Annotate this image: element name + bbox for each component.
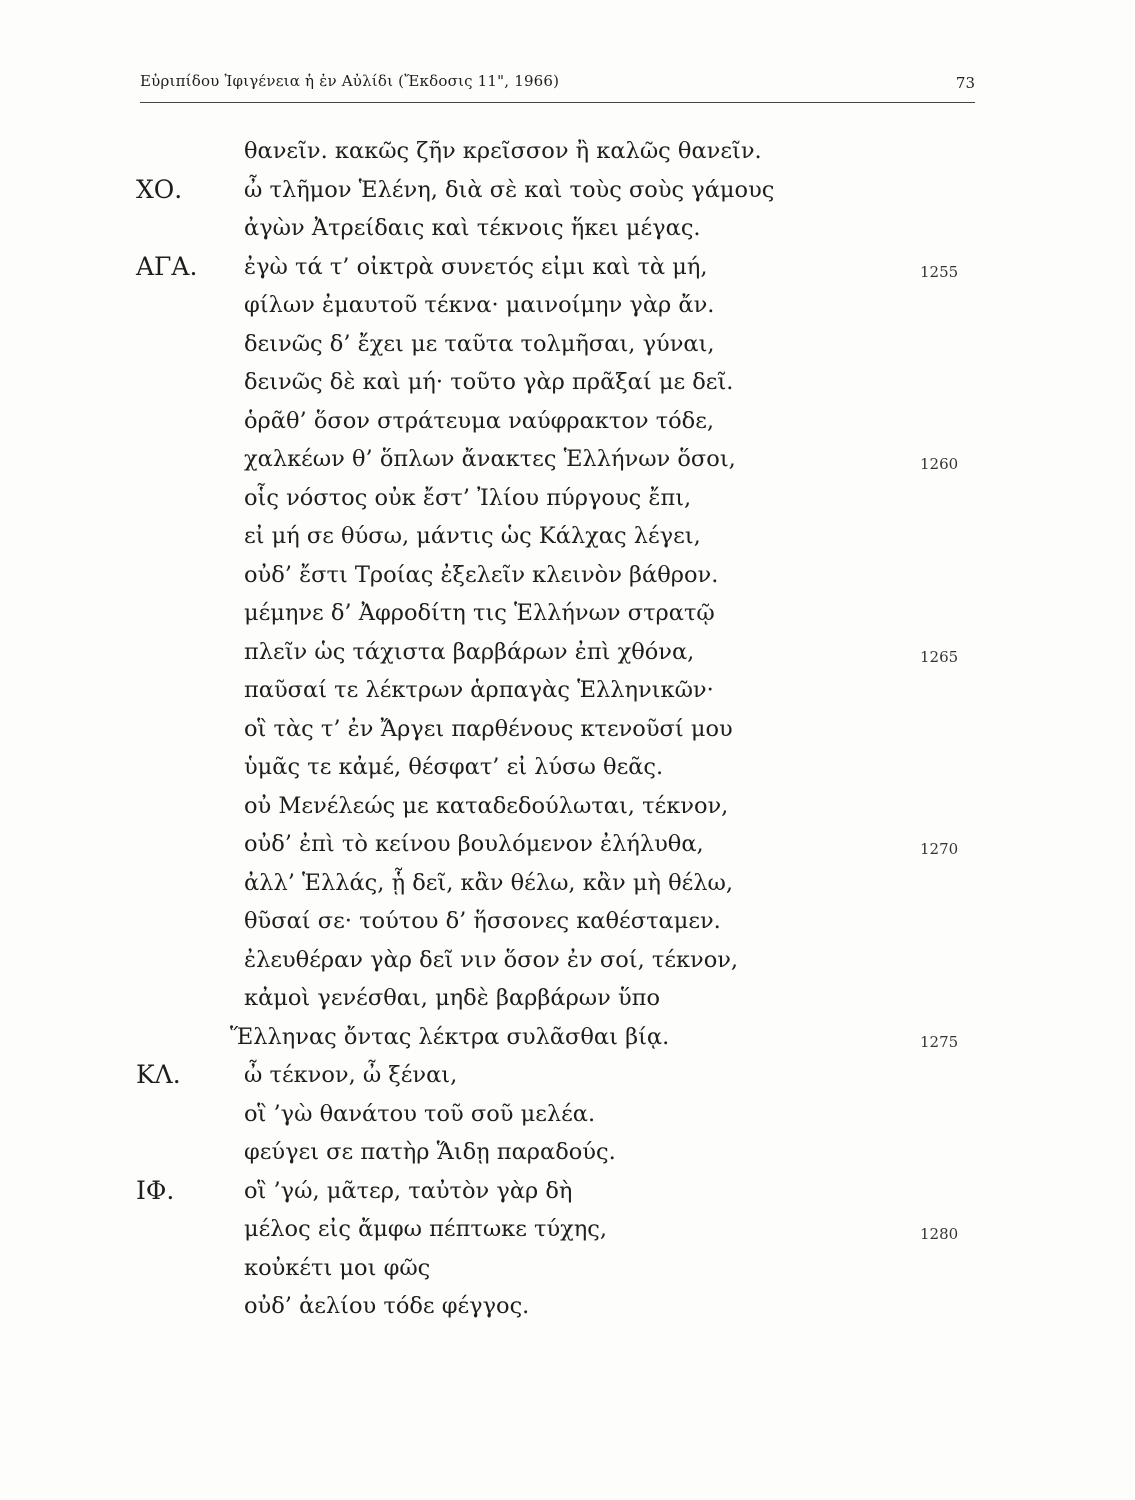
- verse-text: φίλων ἐμαυτοῦ τέκνα· μαινοίμην γὰρ ἄν.: [244, 292, 715, 318]
- verse-line: [0, 363, 1135, 402]
- verse-text: ἀλλ’ Ἑλλάς, ᾗ δεῖ, κἂν θέλω, κἂν μὴ θέλω,: [244, 869, 734, 896]
- verse-line: [0, 864, 1135, 903]
- verse-text: οὐδ’ ἐπὶ τὸ κείνου βουλόμενον ἐλήλυθα,: [244, 831, 704, 857]
- verse-line: [0, 710, 1135, 749]
- verse-line: [0, 671, 1135, 710]
- verse-text: μέλος εἰς ἄμφω πέπτωκε τύχης,: [244, 1216, 608, 1242]
- verse-block: [0, 132, 1135, 1326]
- verse-line: [0, 248, 1135, 287]
- verse-text: ἐλευθέραν γὰρ δεῖ νιν ὅσον ἐν σοί, τέκνον,: [244, 946, 739, 973]
- verse-text: οἳ τὰς τ’ ἐν Ἄργει παρθένους κτενοῦσί μου: [244, 715, 733, 742]
- verse-text: ἐγὼ τά τ’ οἰκτρὰ συνετός εἰμι καὶ τὰ μή,: [244, 253, 708, 280]
- verse-text: παῦσαί τε λέκτρων ἁρπαγὰς Ἑλληνικῶν·: [244, 677, 714, 703]
- verse-text: θῦσαί σε· τούτου δ’ ἥσσονες καθέσταμεν.: [244, 908, 721, 934]
- line-number: 1265: [920, 647, 959, 666]
- verse-line: [0, 787, 1135, 826]
- verse-text: οὐδ’ ἀελίου τόδε φέγγος.: [244, 1293, 530, 1319]
- verse-line: [0, 517, 1135, 556]
- verse-text: δεινῶς δὲ καὶ μή· τοῦτο γὰρ πρᾶξαί με δεῖ.: [244, 369, 734, 395]
- verse-line: [0, 286, 1135, 325]
- verse-line: [0, 633, 1135, 672]
- verse-text: ὑμᾶς τε κἀμέ, θέσφατ’ εἰ λύσω θεᾶς.: [244, 754, 664, 780]
- verse-text: ὁρᾶθ’ ὅσον στράτευμα ναύφρακτον τόδε,: [244, 407, 715, 434]
- verse-text: οἳ ’γώ, μᾶτερ, ταὐτὸν γὰρ δὴ: [244, 1177, 573, 1204]
- verse-line: [0, 325, 1135, 364]
- running-header: [140, 68, 975, 104]
- verse-line: [0, 748, 1135, 787]
- verse-text: οἷς νόστος οὐκ ἔστ’ Ἰλίου πύργους ἔπι,: [244, 484, 692, 511]
- verse-line: [0, 1056, 1135, 1095]
- verse-text: οὐδ’ ἔστι Τροίας ἐξελεῖν κλεινὸν βάθρον.: [244, 561, 719, 588]
- line-number: 1275: [920, 1032, 959, 1051]
- verse-text: ὦ τλῆμον Ἑλένη, διὰ σὲ καὶ τοὺς σοὺς γάμους: [244, 176, 775, 203]
- verse-line: [0, 594, 1135, 633]
- verse-text: οἳ ’γὼ θανάτου τοῦ σοῦ μελέα.: [244, 1100, 596, 1127]
- verse-line: [0, 556, 1135, 595]
- verse-line: [0, 979, 1135, 1018]
- verse-line: [0, 902, 1135, 941]
- verse-text: πλεῖν ὡς τάχιστα βαρβάρων ἐπὶ χθόνα,: [244, 638, 695, 665]
- verse-line: [0, 1249, 1135, 1288]
- page-number: 73: [955, 74, 975, 92]
- speaker-label: ΧΟ.: [136, 174, 183, 204]
- verse-text: οὐ Μενέλεώς με καταδεδούλωται, τέκνον,: [244, 792, 729, 819]
- line-number: 1270: [920, 840, 959, 858]
- verse-line: [0, 825, 1135, 864]
- verse-line: [0, 209, 1135, 248]
- verse-text: δεινῶς δ’ ἔχει με ταῦτα τολμῆσαι, γύναι,: [244, 330, 715, 357]
- speaker-label: ΙΦ.: [136, 1175, 175, 1205]
- verse-line: [0, 1095, 1135, 1134]
- speaker-label: ΑΓΑ.: [136, 251, 198, 281]
- line-number: 1260: [920, 455, 959, 473]
- verse-text: κοὐκέτι μοι φῶς: [244, 1254, 431, 1281]
- verse-line: [0, 1210, 1135, 1249]
- verse-text: χαλκέων θ’ ὅπλων ἄνακτες Ἑλλήνων ὅσοι,: [244, 446, 736, 472]
- verse-line: [0, 440, 1135, 479]
- verse-line: [0, 1133, 1135, 1172]
- verse-text: ὦ τέκνον, ὦ ξέναι,: [244, 1062, 458, 1088]
- verse-line: [0, 132, 1135, 171]
- verse-text: ἀγὼν Ἀτρείδαις καὶ τέκνοις ἥκει μέγας.: [244, 215, 701, 241]
- verse-text: κἀμοὶ γενέσθαι, μηδὲ βαρβάρων ὕπο: [244, 985, 660, 1011]
- verse-text: θανεῖν. κακῶς ζῆν κρεῖσσον ἢ καλῶς θανεῖν.: [244, 138, 762, 164]
- line-number: 1280: [920, 1225, 959, 1243]
- verse-line: [0, 171, 1135, 210]
- verse-line: [0, 402, 1135, 441]
- running-title: Εὐριπίδου Ἰφιγένεια ἡ ἐν Αὐλίδι (Ἔκδοσις 11", 1966): [140, 72, 560, 90]
- verse-line: [0, 1287, 1135, 1326]
- verse-text: εἰ μή σε θύσω, μάντις ὡς Κάλχας λέγει,: [244, 523, 701, 549]
- header-rule: [140, 102, 975, 103]
- verse-text: Ἕλληνας ὄντας λέκτρα συλᾶσθαι βίᾳ.: [230, 1023, 670, 1050]
- speaker-label: ΚΛ.: [136, 1060, 181, 1089]
- verse-text: φεύγει σε πατὴρ Ἅιδῃ παραδούς.: [244, 1139, 616, 1165]
- verse-line: [0, 479, 1135, 518]
- line-number: 1255: [920, 262, 959, 281]
- verse-line: [0, 1172, 1135, 1211]
- verse-text: μέμηνε δ’ Ἀφροδίτη τις Ἑλλήνων στρατῷ: [244, 600, 715, 626]
- verse-line: [0, 1018, 1135, 1057]
- verse-line: [0, 941, 1135, 980]
